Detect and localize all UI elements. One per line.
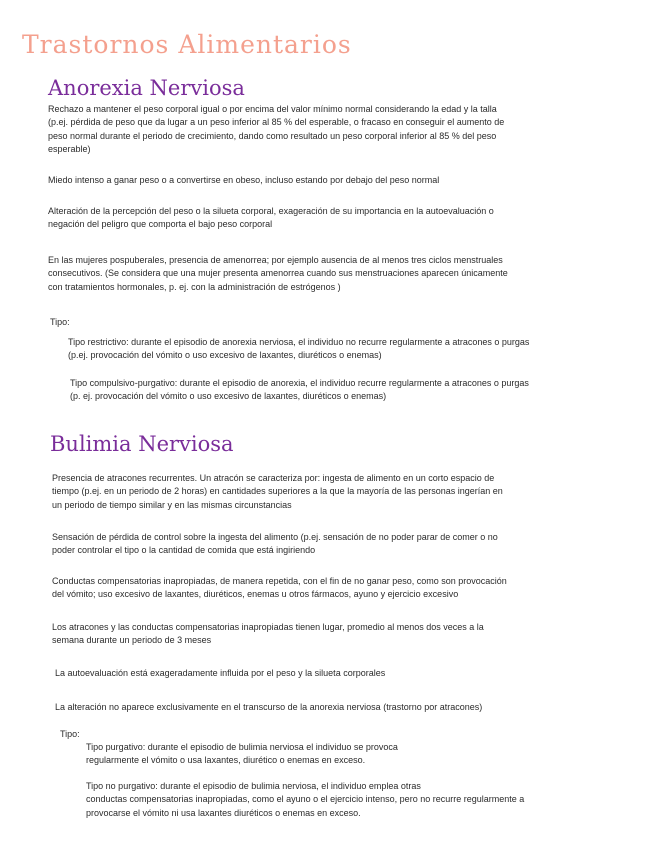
text-line: esperable): [48, 143, 91, 154]
anorexia-criterion-4: [48, 254, 623, 294]
anorexia-tipo-restrictivo: [68, 336, 643, 363]
text-line: La alteración no aparece exclusivamente en el transcurso de la anorexia nerviosa (trastorno por atracones): [55, 702, 483, 712]
text-line: poder controlar el tipo o la cantidad de comida que está ingiriendo: [52, 545, 316, 556]
text-line: con tratamientos hormonales, p. ej. con la administración de estrógenos ): [48, 281, 341, 292]
text-line: Tipo no purgativo: durante el episodio de bulimia nerviosa, el individuo emplea otras: [86, 781, 421, 791]
anorexia-heading: Anorexia Nerviosa: [48, 76, 245, 100]
anorexia-tipo-label: Tipo:: [50, 317, 70, 327]
text-line: del vómito; uso excesivo de laxantes, diuréticos, enemas u otros fármacos, ayuno y ejercicio excesivo: [52, 589, 459, 600]
text-line: Conductas compensatorias inapropiadas, de manera repetida, con el fin de no ganar peso, como son provocación: [52, 576, 507, 586]
text-line: un periodo de tiempo similar y en las mismas circunstancias: [52, 499, 292, 510]
text-line: provocarse el vómito ni usa laxantes diuréticos o enemas en exceso.: [86, 807, 361, 818]
text-line: peso normal durante el periodo de crecimiento, dando como resultado un peso corporal inferior al 85 % del peso: [48, 130, 497, 141]
page-title: Trastornos Alimentarios: [22, 30, 352, 59]
text-line: Tipo compulsivo-purgativo: durante el episodio de anorexia, el individuo recurre regularmente a atracones o purgas: [70, 378, 529, 388]
bulimia-tipo-label: Tipo:: [60, 729, 80, 739]
bulimia-criterion-5: [55, 667, 630, 680]
text-line: conductas compensatorias inapropiadas, como el ayuno o el ejercicio intenso, pero no recurre regularmente a: [86, 794, 525, 805]
bulimia-tipo-purgativo: [86, 741, 656, 768]
anorexia-criterion-2: [48, 174, 623, 187]
bulimia-criterion-6: [55, 701, 630, 714]
text-line: En las mujeres pospuberales, presencia de amenorrea; por ejemplo ausencia de al menos tres ciclos menstruales: [48, 255, 503, 265]
text-line: Miedo intenso a ganar peso o a convertirse en obeso, incluso estando por debajo del peso normal: [48, 175, 440, 185]
text-line: Los atracones y las conductas compensatorias inapropiadas tienen lugar, promedio al menos dos veces a la: [52, 622, 484, 632]
text-line: Alteración de la percepción del peso o la silueta corporal, exageración de su importancia en la autoevaluación o: [48, 206, 494, 216]
text-line: regularmente el vómito o usa laxantes, diurético o enemas en exceso.: [86, 755, 366, 766]
bulimia-criterion-1: [52, 472, 627, 512]
bulimia-heading: Bulimia Nerviosa: [50, 432, 234, 456]
text-line: Presencia de atracones recurrentes. Un atracón se caracteriza por: ingesta de alimento en un corto espacio de: [52, 473, 495, 483]
text-line: La autoevaluación está exageradamente influida por el peso y la silueta corporales: [55, 668, 386, 678]
text-line: Sensación de pérdida de control sobre la ingesta del alimento (p.ej. sensación de no poder parar de comer o no: [52, 532, 498, 542]
bulimia-criterion-4: [52, 621, 627, 648]
text-line: consecutivos. (Se considera que una mujer presenta amenorrea cuando sus menstruaciones aparecen únicamente: [48, 268, 508, 279]
anorexia-criterion-3: [48, 205, 623, 232]
bulimia-criterion-2: [52, 531, 627, 558]
text-line: Tipo purgativo: durante el episodio de bulimia nerviosa el individuo se provoca: [86, 742, 398, 752]
text-line: Tipo restrictivo: durante el episodio de anorexia nerviosa, el individuo no recurre regularmente a atracones o purgas: [68, 337, 530, 347]
text-line: (p.ej. provocación del vómito o uso excesivo de laxantes, diuréticos o enemas): [68, 350, 382, 361]
anorexia-tipo-compulsivo: [70, 377, 645, 404]
text-line: (p. ej. provocación del vómito o uso excesivo de laxantes, diuréticos o enemas): [70, 391, 387, 402]
anorexia-criterion-1: [48, 103, 623, 156]
text-line: negación del peligro que comporta el bajo peso corporal: [48, 219, 273, 230]
text-line: (p.ej. pérdida de peso que da lugar a un peso inferior al 85 % del esperable, o fracaso en conseguir el aumento de: [48, 117, 505, 128]
bulimia-tipo-no-purgativo: [86, 780, 656, 820]
text-line: semana durante un periodo de 3 meses: [52, 635, 212, 646]
text-line: Rechazo a mantener el peso corporal igual o por encima del valor mínimo normal considerando la edad y la talla: [48, 104, 497, 114]
text-line: tiempo (p.ej. en un periodo de 2 horas) en cantidades superiores a la que la mayoría de las personas ingerían en: [52, 486, 503, 497]
bulimia-criterion-3: [52, 575, 627, 602]
